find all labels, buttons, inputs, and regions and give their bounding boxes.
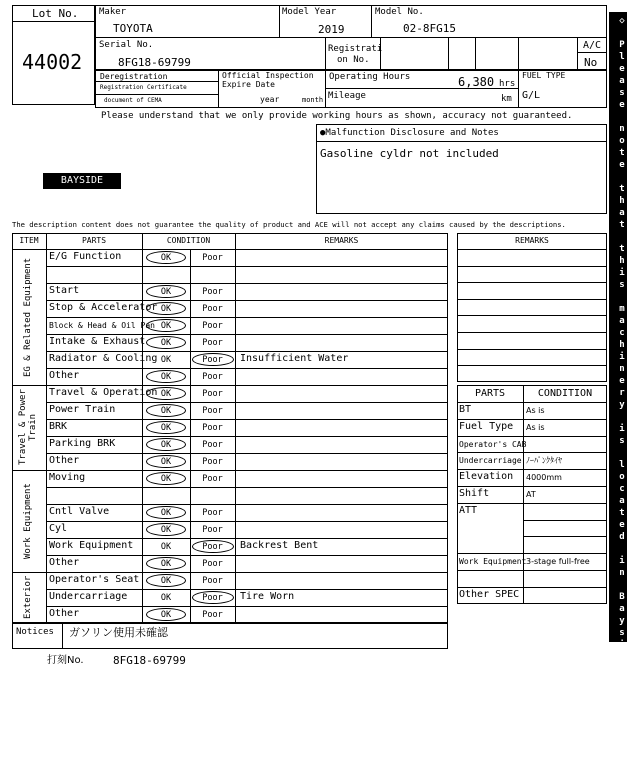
deregistration-label: Deregistration [100, 72, 168, 81]
part-name: Cntl Valve [49, 506, 110, 517]
model-year-label: Model Year [282, 7, 337, 17]
ok-option[interactable]: OK [160, 423, 172, 433]
section-label: Travel & Power [18, 389, 28, 466]
ok-option[interactable]: OK [160, 287, 172, 297]
month-label: month [302, 96, 324, 104]
poor-option[interactable]: Poor [202, 389, 223, 399]
ok-option[interactable]: OK [160, 372, 172, 382]
fuel-type-label: FUEL TYPE [522, 71, 566, 80]
inspection-label: Official Inspection [222, 71, 314, 80]
ok-option[interactable]: OK [160, 457, 172, 467]
header-parts: PARTS [81, 236, 107, 245]
cema-label: document of CEMA [104, 97, 162, 104]
selected-circle [192, 591, 234, 604]
stamp-label: 打刻No. [47, 655, 84, 666]
location-badge-label: BAYSIDE [60, 175, 104, 186]
poor-option[interactable]: Poor [202, 559, 223, 569]
inspection-label-2: Expire Date [222, 80, 275, 89]
part-name: Intake & Exhaust [49, 336, 146, 347]
part-name: BRK [49, 421, 68, 432]
malfunction-title: ●Malfunction Disclosure and Notes [320, 128, 499, 138]
poor-option[interactable]: Poor [202, 253, 223, 263]
ok-option[interactable]: OK [160, 542, 172, 552]
selected-circle [146, 574, 186, 587]
selected-circle [146, 472, 186, 485]
ok-option[interactable]: OK [160, 253, 172, 263]
spec-header-parts: PARTS [474, 388, 506, 399]
poor-option[interactable]: Poor [202, 474, 223, 484]
part-name: Cyl [49, 523, 68, 534]
hrs-unit: hrs [499, 79, 516, 89]
part-name: Moving [49, 472, 86, 483]
part-name: Work Equipment [49, 540, 134, 551]
part-name: Radiator & Cooling [49, 353, 158, 364]
poor-option[interactable]: Poor [202, 542, 223, 552]
ok-option[interactable]: OK [160, 440, 172, 450]
header-remarks-right: REMARKS [515, 236, 549, 245]
remark-text: Insufficient Water [240, 353, 349, 364]
ok-option[interactable]: OK [160, 508, 172, 518]
selected-circle [146, 319, 186, 332]
spec-part: BT [459, 404, 472, 415]
spec-part: Work Equipment [459, 557, 527, 567]
part-name: Power Train [49, 404, 116, 415]
poor-option[interactable]: Poor [202, 355, 223, 365]
poor-option[interactable]: Poor [202, 610, 223, 620]
ok-option[interactable]: OK [160, 389, 172, 399]
part-name: Undercarriage [49, 591, 128, 602]
spec-part: Undercarriage [459, 456, 522, 466]
selected-circle [146, 421, 186, 434]
selected-circle [192, 353, 234, 366]
ok-option[interactable]: OK [160, 610, 172, 620]
poor-option[interactable]: Poor [202, 304, 223, 314]
selected-circle [146, 438, 186, 451]
selected-circle [146, 523, 186, 536]
spec-header-condition: CONDITION [537, 388, 593, 399]
selected-circle [146, 387, 186, 400]
poor-option[interactable]: Poor [202, 406, 223, 416]
registration-no-label: Registrati [328, 44, 383, 54]
poor-option[interactable]: Poor [202, 457, 223, 467]
part-name: Travel & Operation [49, 387, 158, 398]
poor-option[interactable]: Poor [202, 525, 223, 535]
operating-hours-value: 6,380 [458, 75, 495, 89]
part-name: Other [49, 455, 80, 466]
hours-notice: Please understand that we only provide working hours as shown, accuracy not guaranteed. [101, 111, 573, 121]
spec-condition: 4000mm [526, 473, 562, 483]
ac-label: A/C [583, 40, 602, 51]
part-name: Operator's Seat [49, 574, 140, 585]
ok-option[interactable]: OK [160, 593, 172, 603]
selected-circle [146, 285, 186, 298]
spec-condition: ﾉｰﾊﾟﾝｸﾀｲﾔ [526, 456, 562, 466]
ok-option[interactable]: OK [160, 474, 172, 484]
selected-circle [146, 251, 186, 264]
ok-option[interactable]: OK [160, 338, 172, 348]
section-label: EG & Related Equipment [23, 257, 33, 377]
part-name: Other [49, 608, 80, 619]
spec-part: Other SPEC [459, 588, 520, 600]
ok-option[interactable]: OK [160, 525, 172, 535]
km-unit: km [501, 94, 512, 104]
fuel-type-value: G/L [522, 90, 541, 101]
header-remarks: REMARKS [324, 236, 359, 245]
maker-value: TOYOTA [113, 22, 153, 35]
spec-condition: As is [526, 406, 545, 415]
model-no-value: 02-8FG15 [403, 22, 456, 35]
side-banner-text: ◇ Please note that this machinery is located in Bayside Yard ◇ [617, 16, 627, 760]
part-name: Stop & Accelerator [49, 302, 158, 313]
spec-part: ATT [459, 504, 478, 516]
selected-circle [146, 506, 186, 519]
registration-no-label-2: on No. [337, 55, 370, 65]
selected-circle [146, 557, 186, 570]
part-name: Other [49, 557, 80, 568]
spec-part: Shift [459, 488, 490, 499]
poor-option[interactable]: Poor [202, 372, 223, 382]
selected-circle [146, 455, 186, 468]
notices-text: ガソリン使用未確認 [69, 626, 168, 639]
ok-option[interactable]: OK [160, 406, 172, 416]
poor-option[interactable]: Poor [202, 593, 223, 603]
serial-label: Serial No. [99, 40, 154, 50]
section-label: Exterior [23, 575, 33, 620]
ac-value: No [584, 56, 598, 69]
selected-circle [146, 370, 186, 383]
year-label: year [260, 95, 280, 104]
poor-option[interactable]: Poor [202, 287, 223, 297]
part-name: E/G Function [49, 251, 122, 262]
poor-option[interactable]: Poor [202, 440, 223, 450]
spec-part: Fuel Type [459, 420, 514, 432]
selected-circle [146, 302, 186, 315]
remark-text: Tire Worn [240, 591, 295, 602]
poor-option[interactable]: Poor [202, 508, 223, 518]
ok-option[interactable]: OK [160, 355, 172, 365]
section-label: Work Equipment [23, 483, 33, 559]
mileage-label: Mileage [328, 91, 366, 101]
header-item: ITEM [19, 236, 39, 245]
remark-text: Backrest Bent [240, 540, 319, 551]
selected-circle [146, 404, 186, 417]
malfunction-text: Gasoline cyldr not included [320, 147, 499, 160]
selected-circle [192, 540, 234, 553]
lot-number: 44002 [22, 50, 83, 74]
model-no-label: Model No. [375, 7, 424, 17]
part-name: Other [49, 370, 80, 381]
part-name: Parking BRK [49, 438, 116, 449]
poor-option[interactable]: Poor [202, 338, 223, 348]
poor-option[interactable]: Poor [202, 576, 223, 586]
notices-label: Notices [16, 627, 54, 637]
registration-certificate-label: Registration Certificate [100, 84, 187, 91]
ok-option[interactable]: OK [160, 304, 172, 314]
operating-hours-label: Operating Hours [329, 72, 411, 82]
ok-option[interactable]: OK [160, 576, 172, 586]
poor-option[interactable]: Poor [202, 321, 223, 331]
selected-circle [146, 608, 186, 621]
header-condition: CONDITION [166, 236, 211, 245]
poor-option[interactable]: Poor [202, 423, 223, 433]
section-label-2: Train [28, 413, 38, 442]
stamp-number: 8FG18-69799 [113, 654, 186, 667]
spec-condition: 3-stage full-free [526, 557, 590, 567]
spec-part: Operator's CAB [459, 439, 527, 449]
maker-label: Maker [99, 7, 127, 17]
disclaimer: The description content does not guarantee the quality of product and ACE will not accept any claims caused by the descriptions. [12, 220, 566, 229]
spec-condition: AT [526, 490, 536, 499]
ok-option[interactable]: OK [160, 559, 172, 569]
selected-circle [146, 336, 186, 349]
part-name: Start [49, 285, 80, 296]
model-year-value: 2019 [318, 23, 345, 36]
ok-option[interactable]: OK [160, 321, 172, 331]
spec-part: Elevation [459, 471, 514, 483]
part-name: Block & Head & Oil Pan [49, 321, 155, 330]
spec-condition: As is [526, 422, 545, 432]
serial-value: 8FG18-69799 [118, 56, 191, 69]
lot-label: Lot No. [32, 7, 79, 20]
